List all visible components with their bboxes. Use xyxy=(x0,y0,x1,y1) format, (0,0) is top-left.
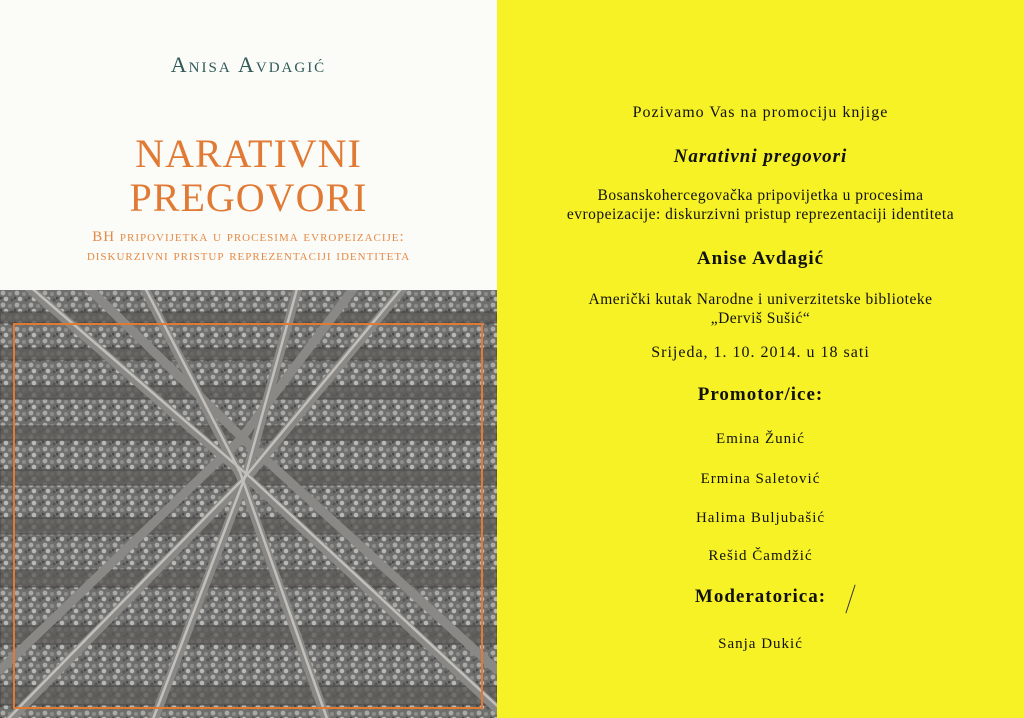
invitation-intro: Pozivamo Vas na promociju knjige xyxy=(632,104,889,121)
invitation-venue-line2: „Derviš Sušić“ xyxy=(710,310,811,327)
cover-title-line2: PREGOVORI xyxy=(129,175,368,220)
invitation-book-title: Narativni pregovori xyxy=(673,146,848,167)
invitation-subtitle xyxy=(497,186,1024,224)
moderator-name: Sanja Dukić xyxy=(718,636,803,652)
invitation-panel xyxy=(497,0,1024,718)
promoter-name: Emina Žunić xyxy=(716,431,805,447)
invitation-date: Srijeda, 1. 10. 2014. u 18 sati xyxy=(651,344,870,361)
invitation-subtitle-line1: Bosanskohercegovačka pripovijetka u procesima xyxy=(597,187,924,204)
promoter-name: Ermina Saletović xyxy=(700,471,821,487)
cover-subtitle-line1: BH pripovijetka u procesima evropeizacije: xyxy=(92,229,405,245)
promoters-heading: Promotor/ice: xyxy=(697,384,824,405)
promoter-name: Rešid Čamdžić xyxy=(708,548,813,564)
cover-author: Anisa Avdagić xyxy=(170,52,327,77)
cover-title-line1: NARATIVNI xyxy=(135,131,362,176)
invitation-subtitle-line2: evropeizacije: diskurzivni pristup reprezentaciji identiteta xyxy=(566,206,955,223)
railway-tracks-photo xyxy=(0,290,497,718)
invitation-venue xyxy=(497,290,1024,328)
book-cover xyxy=(0,0,497,718)
cover-subtitle-line2: diskurzivni pristup reprezentaciji identiteta xyxy=(86,248,411,264)
cover-subtitle xyxy=(0,228,497,266)
invitation-venue-line1: Američki kutak Narodne i univerzitetske biblioteke xyxy=(588,291,933,308)
invitation-author: Anise Avdagić xyxy=(696,248,825,269)
cover-title xyxy=(0,132,497,220)
promoter-name: Halima Buljubašić xyxy=(695,510,826,526)
moderator-heading: Moderatorica: xyxy=(694,586,827,607)
